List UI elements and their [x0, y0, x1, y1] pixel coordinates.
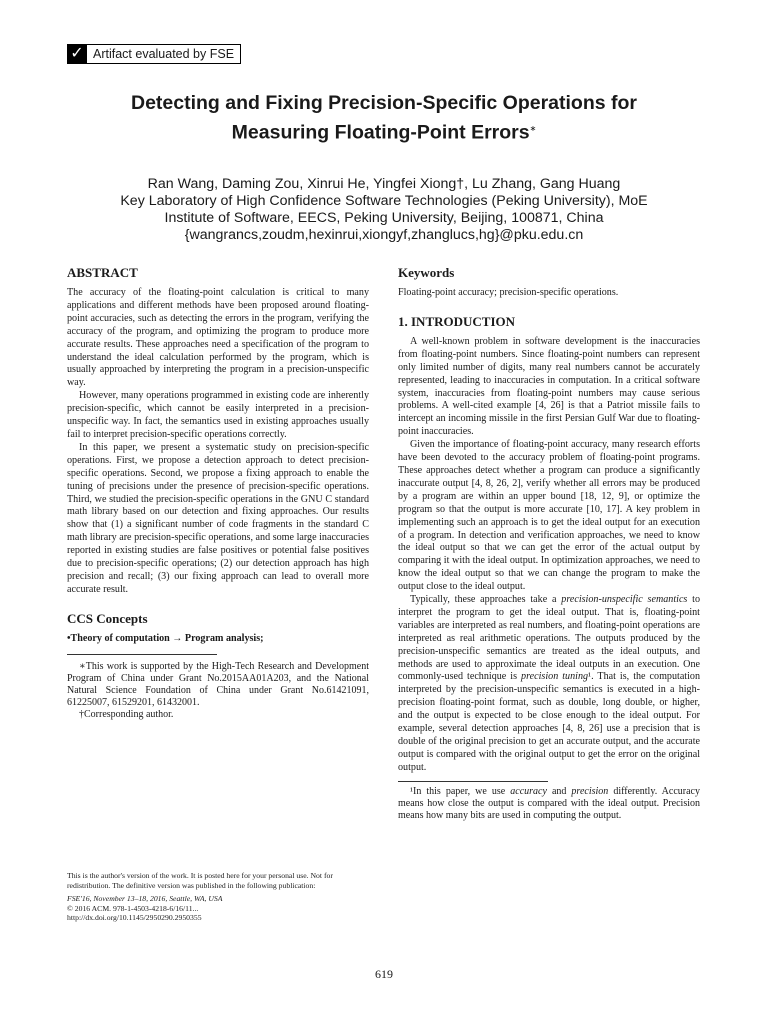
abstract-paragraph-2: However, many operations programmed in existing code are inherently precision-specific, which cannot be easily interpreted in a precision-unspecific way. In fact, the semantics used in existing approaches usually fail to interpret precision-specific operations correctly. [67, 390, 369, 440]
doi-link[interactable]: http://dx.doi.org/10.1145/2950290.2950355 [67, 913, 202, 922]
intro-paragraph-1: A well-known problem in software development is the inaccuracies from floating-point numbers. Since floating-point numbers can represent only limited number of digits, many real numbers cannot be accurately represented, leading to inaccuracies in computation. In a critical software system, inaccuracies from floating-point numbers may cause serious problems. A well-cited example [4, 26] is that a Patriot missile fails to intercept an incoming missile in the first Persian Gulf War due to floating-point inaccuracies. [398, 335, 700, 438]
author-block [40, 176, 728, 244]
affiliation-line-1: Key Laboratory of High Confidence Software Technologies (Peking University), MoE [120, 193, 648, 209]
ccs-concept-item: •Theory of computation → Program analysis; [67, 632, 264, 644]
copyright-line-2: FSE'16, November 13–18, 2016, Seattle, WA, USA [67, 894, 223, 903]
term-precision-tuning: precision tuning [521, 671, 589, 683]
artifact-badge [67, 44, 241, 64]
page-number: 619 [375, 967, 393, 981]
copyright-line-3: © 2016 ACM. 978-1-4503-4218-6/16/11... [67, 903, 199, 913]
keywords-heading: Keywords [398, 265, 455, 280]
artifact-badge-label: Artifact evaluated by FSE [87, 44, 241, 64]
corresponding-author-footnote: †Corresponding author. [79, 709, 174, 721]
footnote-rule [67, 654, 217, 655]
keywords-text: Floating-point accuracy; precision-specific operations. [398, 287, 619, 298]
intro-footnote-rule [398, 781, 548, 782]
term-precision-unspecific: precision-unspecific semantics [561, 594, 688, 606]
author-emails: {wangrancs,zoudm,hexinrui,xiongyf,zhanglucs,hg}@pku.edu.cn [184, 227, 584, 243]
title-line-1: Detecting and Fixing Precision-Specific Operations for [130, 92, 637, 114]
intro-paragraph-3: Typically, these approaches take a precision-unspecific semantics to interpret the program to get the ideal output. That is, floating-point variables are interpreted as real numbers, and floating-point operations are interpreted as real arithmetic operations. The outputs produced by the precision-unspecific semantics are treated as the ideal outputs, and methods are used to approximate the ideal outputs in an execution. One commonly-used technique is precision tuning¹. That is, the computation interpreted by the precision-unspecific semantics is executed in a high-precision floating-point format, such as double, long double, or higher, and the output is expected to be close enough to the ideal output. For example, several detection approaches [4, 8, 26] use a precision that is double of the original precision to get an accurate output, and the accurate output is compared with the original output to get the error on the original output. [398, 594, 701, 773]
title-line-2: Measuring Floating-Point Errors [231, 121, 530, 144]
paper-title [40, 90, 728, 146]
intro-paragraph-2: Given the importance of floating-point accuracy, many research efforts have been devoted to the accuracy problem of floating-point programs. These approaches detect whether a program can produce a significantly inaccurate output [4, 8, 26, 2], verify whether all errors may be produced by a program are within an upper bound [18, 12, 9], or optimize the program so that the output is more accurate [10, 17]. A key problem in implementing such an approach is to get the ideal output for an execution of a program. In detection and verification approaches, we need to know the ideal output so that we can get the error of the actual output by comparing it with the ideal output. In optimization approaches, we need to know the ideal output so that we can change the program to make the output close to the ideal output. [398, 439, 700, 593]
abstract-heading: ABSTRACT [67, 265, 138, 280]
right-column [398, 265, 700, 822]
copyright-notice [67, 871, 369, 923]
checkmark-icon: ✓ [67, 44, 87, 64]
funding-footnote: ∗This work is supported by the High-Tech Research and Development Program of China under Grant No.2015AA01A203, and the National Natural Science Foundation of China under Grant No.61421091, 61225007, 61529201, 61432001. [67, 660, 369, 709]
copyright-line-1: This is the author's version of the work. It is posted here for your personal use. Not for redistribution. The definitive version was published in the following publication: [67, 871, 333, 890]
left-column [67, 265, 369, 722]
abstract-paragraph-1: The accuracy of the floating-point calculation is critical to many applications and different methods have been proposed around floating-point accuracies, such as detecting the errors in the program, verifying the accuracy of the program, and optimizing the program to produce more accurate results. These approaches need a specification of the program to understand the ideal calculation performed by the program, which is usually approached by interpreting the program in a precision-unspecific way. [67, 287, 369, 389]
ccs-heading: CCS Concepts [67, 610, 148, 626]
intro-footnote: ¹In this paper, we use accuracy and precision differently. Accuracy means how close the output is compared with the ideal output. Precision means how many bits are used in computing the output. [398, 785, 700, 822]
abstract-paragraph-3: In this paper, we present a systematic study on precision-specific operations. First, we propose a detection approach to detect precision-specific operations. Second, we propose a fixing approach to enable the tuning of precisions under the presence of precision-specific operations. Third, we studied the precision-specific operations in the GNU C standard math library based on our detection and fixing approaches. Our results show that (1) a significant number of code fragments in the standard C math library are precision-specific operations, and some large inaccuracies reported in existing studies are false positives or potential false positives due to precision-specific operations; (2) our detection approach has high precision and recall; (3) our fixing approach can lead to overall more accurate result. [67, 441, 369, 595]
author-names: Ran Wang, Daming Zou, Xinrui He, Yingfei Xiong†, Lu Zhang, Gang Huang [147, 176, 621, 192]
title-footnote-mark: ∗ [529, 124, 537, 133]
introduction-heading: 1. INTRODUCTION [398, 313, 516, 329]
affiliation-line-2: Institute of Software, EECS, Peking University, Beijing, 100871, China [164, 210, 604, 226]
